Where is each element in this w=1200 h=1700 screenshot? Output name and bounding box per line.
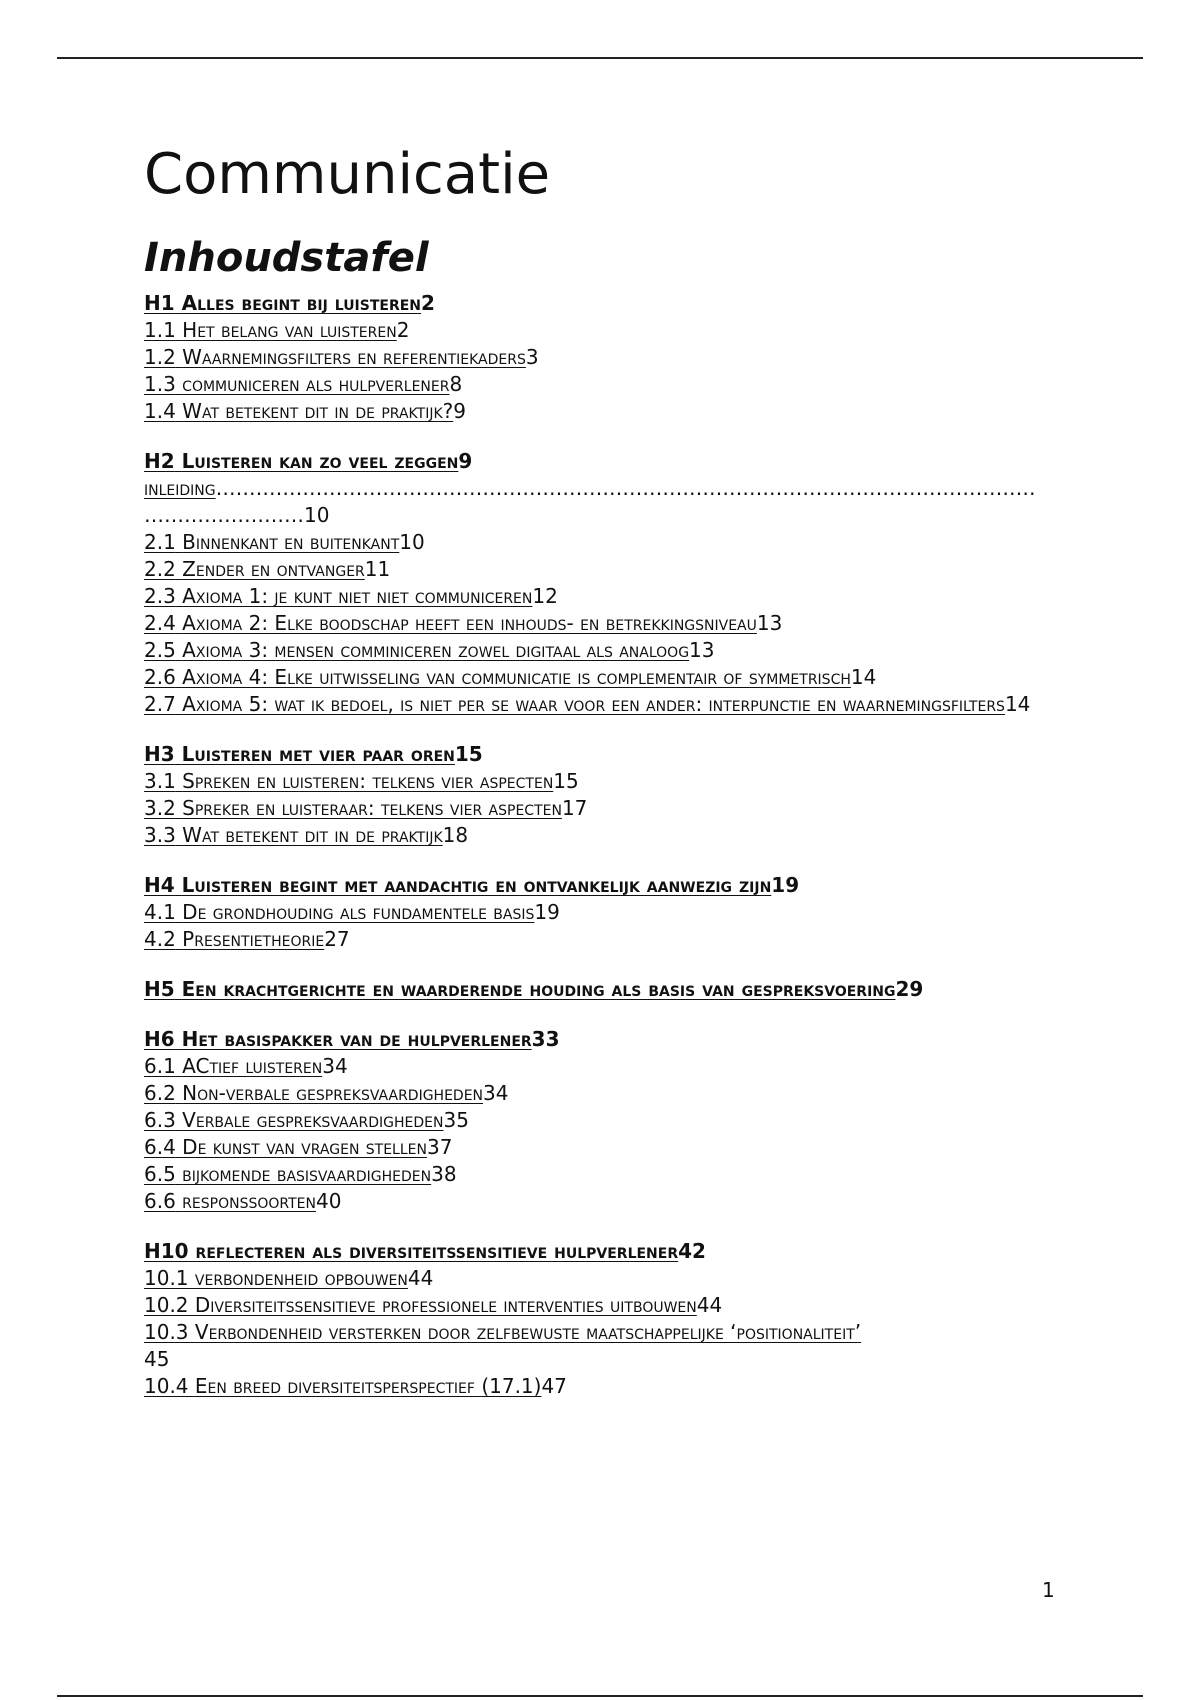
- toc-entry[interactable]: [144, 691, 1064, 718]
- toc-link[interactable]: H1 Alles begint bij luisteren: [144, 291, 422, 315]
- toc-page: 2: [396, 318, 410, 342]
- toc-entry[interactable]: [144, 1292, 1064, 1319]
- toc-link[interactable]: 2.4 Axioma 2: Elke boodschap heeft een inhouds- en betrekkingsniveau: [144, 611, 757, 635]
- toc-link[interactable]: H5 Een krachtgerichte en waarderende houding als basis van gespreksvoering: [144, 977, 896, 1001]
- toc-entry[interactable]: [144, 768, 1064, 795]
- toc-page: 8: [449, 372, 463, 396]
- toc-link[interactable]: 2.3 Axioma 1: je kunt niet niet communiceren: [144, 584, 533, 608]
- toc-page: 44: [407, 1266, 434, 1290]
- toc-page: 12: [532, 584, 558, 608]
- toc-link[interactable]: H6 Het basispakker van de hulpverlener: [144, 1027, 532, 1051]
- toc-entry[interactable]: [144, 583, 1064, 610]
- toc-heading: Inhoudstafel: [144, 235, 429, 281]
- toc-link[interactable]: H2 Luisteren kan zo veel zeggen: [144, 449, 459, 473]
- header-rule: [57, 57, 1143, 59]
- toc-page: 10: [304, 503, 330, 527]
- toc-page: 29: [895, 977, 924, 1001]
- toc-link[interactable]: 2.1 Binnenkant en buitenkant: [144, 530, 400, 554]
- toc-chapter-h10[interactable]: [144, 1238, 1064, 1265]
- toc-page: 19: [771, 873, 800, 897]
- toc-entry[interactable]: [144, 610, 1064, 637]
- toc-page: 9: [453, 399, 466, 423]
- toc-link[interactable]: 6.3 Verbale gespreksvaardigheden: [144, 1108, 444, 1132]
- toc-page: 47: [541, 1374, 567, 1398]
- toc-entry[interactable]: [144, 1107, 1064, 1134]
- toc-entry[interactable]: [144, 529, 1064, 556]
- toc-link[interactable]: 3.3 Wat betekent dit in de praktijk: [144, 823, 443, 847]
- toc-entry[interactable]: [144, 1373, 1064, 1400]
- toc-entry[interactable]: [144, 344, 1064, 371]
- toc-chapter-h1[interactable]: [144, 290, 1064, 317]
- toc-page: 40: [315, 1189, 342, 1213]
- toc-page: 34: [322, 1054, 348, 1078]
- toc-link[interactable]: H4 Luisteren begint met aandachtig en ontvankelijk aanwezig zijn: [144, 873, 772, 897]
- toc-page: 18: [442, 823, 469, 847]
- toc-page: 3: [525, 345, 539, 369]
- toc-link[interactable]: 6.6 responssoorten: [144, 1189, 316, 1213]
- toc-entry[interactable]: [144, 822, 1064, 849]
- toc-page: 13: [756, 611, 783, 635]
- toc-chapter-h6[interactable]: [144, 1026, 1064, 1053]
- page-content: [144, 140, 1064, 1400]
- toc-link[interactable]: 1.3 communiceren als hulpverlener: [144, 372, 450, 396]
- toc-link[interactable]: 6.4 De kunst van vragen stellen: [144, 1135, 427, 1159]
- toc-page: 35: [443, 1108, 469, 1132]
- toc-page: 33: [531, 1027, 560, 1051]
- toc-page: 14: [850, 665, 877, 689]
- toc-page: 42: [678, 1239, 706, 1263]
- toc-link[interactable]: 2.7 Axioma 5: wat ik bedoel, is niet per se waar voor een ander: interpunctie en waarnemingsfilters: [144, 692, 1005, 716]
- toc-entry[interactable]: [144, 795, 1064, 822]
- toc-link[interactable]: 2.5 Axioma 3: mensen comminiceren zowel digitaal als analoog: [144, 638, 690, 662]
- toc-link[interactable]: H3 Luisteren met vier paar oren: [144, 742, 455, 766]
- toc-link[interactable]: 10.2 Diversiteitssensitieve professionele interventies uitbouwen: [144, 1293, 697, 1317]
- toc-entry[interactable]: [144, 556, 1064, 583]
- toc-page: 34: [483, 1081, 509, 1105]
- toc-page: 9: [458, 449, 473, 473]
- toc-link[interactable]: 6.2 Non-verbale gespreksvaardigheden: [144, 1081, 484, 1105]
- toc-link[interactable]: H10 reflecteren als diversiteitssensitieve hulpverlener: [144, 1239, 679, 1263]
- toc-link[interactable]: 3.1 Spreken en luisteren: telkens vier aspecten: [144, 769, 554, 793]
- toc-page: 2: [421, 291, 435, 315]
- toc-link[interactable]: 6.5 bijkomende basisvaardigheden: [144, 1162, 432, 1186]
- toc-link[interactable]: 3.2 Spreker en luisteraar: telkens vier aspecten: [144, 796, 562, 820]
- toc-page: 15: [454, 742, 483, 766]
- toc-entry[interactable]: [144, 1319, 1064, 1373]
- toc-entry[interactable]: [144, 317, 1064, 344]
- toc-chapter-h3[interactable]: [144, 741, 1064, 768]
- toc-link[interactable]: 4.2 Presentietheorie: [144, 927, 325, 951]
- toc-entry-inleiding[interactable]: [144, 475, 1064, 529]
- toc-link[interactable]: 2.6 Axioma 4: Elke uitwisseling van communicatie is complementair of symmetrisch: [144, 665, 851, 689]
- toc-entry[interactable]: [144, 1080, 1064, 1107]
- toc-link[interactable]: inleiding: [144, 476, 216, 500]
- toc-entry[interactable]: [144, 1161, 1064, 1188]
- toc-link[interactable]: 1.4 Wat betekent dit in de praktijk?: [144, 399, 454, 423]
- toc-page: 37: [426, 1135, 453, 1159]
- toc-page: 14: [1004, 692, 1031, 716]
- toc-chapter-h4[interactable]: [144, 872, 1064, 899]
- toc-link[interactable]: 1.2 Waarnemingsfilters en referentiekaders: [144, 345, 526, 369]
- page-number: 1: [1042, 1578, 1055, 1602]
- toc-page: 17: [561, 796, 588, 820]
- toc-link[interactable]: 10.3 Verbondenheid versterken door zelfbewuste maatschappelijke ‘positionaliteit’: [144, 1320, 862, 1344]
- toc-entry[interactable]: [144, 371, 1064, 398]
- toc-entry[interactable]: [144, 637, 1064, 664]
- toc-entry[interactable]: [144, 398, 1064, 425]
- toc-entry[interactable]: [144, 1188, 1064, 1215]
- toc-link[interactable]: 1.1 Het belang van luisteren: [144, 318, 397, 342]
- toc-entry[interactable]: [144, 1053, 1064, 1080]
- toc-entry[interactable]: [144, 926, 1064, 953]
- toc-leader-dots: ……………………………………………………………………………………………………………: [215, 476, 1036, 500]
- toc-entry[interactable]: [144, 1134, 1064, 1161]
- toc-page: 38: [431, 1162, 457, 1186]
- toc-link[interactable]: 10.4 Een breed diversiteitsperspectief (17.1): [144, 1374, 542, 1398]
- toc-link[interactable]: 2.2 Zender en ontvanger: [144, 557, 365, 581]
- toc-link[interactable]: 4.1 De grondhouding als fundamentele basis: [144, 900, 535, 924]
- toc-page: 44: [696, 1293, 723, 1317]
- toc-page: 15: [553, 769, 579, 793]
- toc-page: 19: [534, 900, 560, 924]
- toc-leader-dots: ……………………: [144, 503, 304, 527]
- toc-page: 10: [399, 530, 425, 554]
- toc-entry[interactable]: [144, 899, 1064, 926]
- toc-link[interactable]: 10.1 verbondenheid opbouwen: [144, 1266, 408, 1290]
- document-title: Communicatie: [144, 142, 551, 207]
- toc-page: 27: [324, 927, 350, 951]
- toc-chapter-h2[interactable]: [144, 448, 1064, 475]
- toc-chapter-h5[interactable]: [144, 976, 1064, 1003]
- footer-rule: [57, 1695, 1143, 1697]
- toc-link[interactable]: 6.1 ACtief luisteren: [144, 1054, 323, 1078]
- toc-page: 11: [364, 557, 391, 581]
- toc-entry[interactable]: [144, 664, 1064, 691]
- toc-page: 45: [144, 1347, 170, 1371]
- table-of-contents: [144, 290, 1064, 1400]
- toc-entry[interactable]: [144, 1265, 1064, 1292]
- toc-page: 13: [689, 638, 715, 662]
